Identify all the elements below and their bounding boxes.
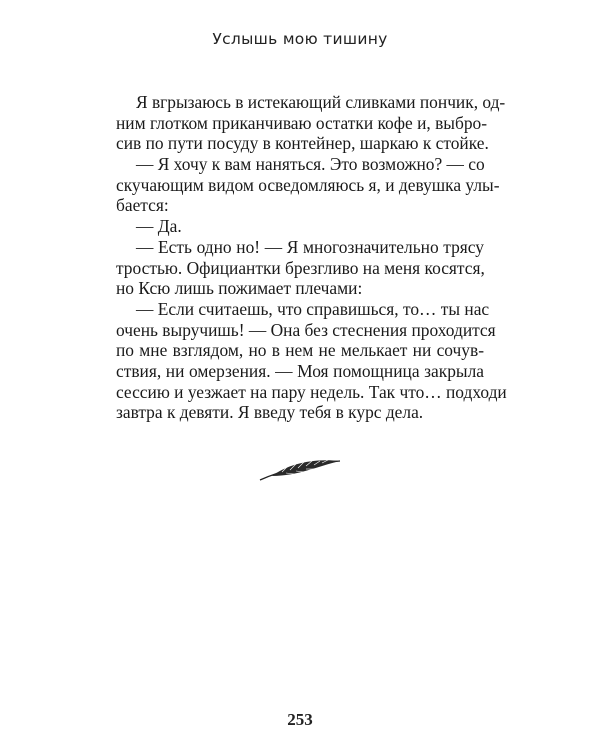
text-line: но Ксю лишь пожимает плечами: <box>116 278 363 299</box>
text-line: очень выручишь! — Она без стеснения проходится <box>116 319 496 340</box>
text-line: — Я хочу к вам наняться. Это возможно? — со <box>136 154 485 175</box>
text-line: завтра к девяти. Я введу тебя в курс дела. <box>116 402 424 423</box>
text-line: — Да. <box>136 216 182 237</box>
text-line: по мне взглядом, но в нем не мелькает ни сочув- <box>116 340 484 361</box>
text-line: — Если считаешь, что справишься, то… ты нас <box>136 298 490 319</box>
page-number: 253 <box>287 710 313 729</box>
text-line: ствия, ни омерзения. — Моя помощница закрыла <box>116 360 484 381</box>
feather-icon <box>258 458 342 484</box>
running-head: Услышь мою тишину <box>212 30 388 48</box>
text-line: тростью. Официантки брезгливо на меня косятся, <box>116 257 485 278</box>
text-line: скучающим видом осведомляюсь я, и девушка улы- <box>116 174 500 195</box>
text-line: ним глотком приканчиваю остатки кофе и, выбро- <box>116 112 488 133</box>
body-text <box>116 92 507 423</box>
text-line: — Есть одно но! — Я многозначительно трясу <box>136 236 484 257</box>
text-line: сессию и уезжает на пару недель. Так что… подходи <box>116 381 507 402</box>
text-line: бается: <box>116 195 169 216</box>
text-line: сив по пути посуду в контейнер, шаркаю к стойке. <box>116 133 489 154</box>
text-line: Я вгрызаюсь в истекающий сливками пончик, од- <box>136 92 506 112</box>
